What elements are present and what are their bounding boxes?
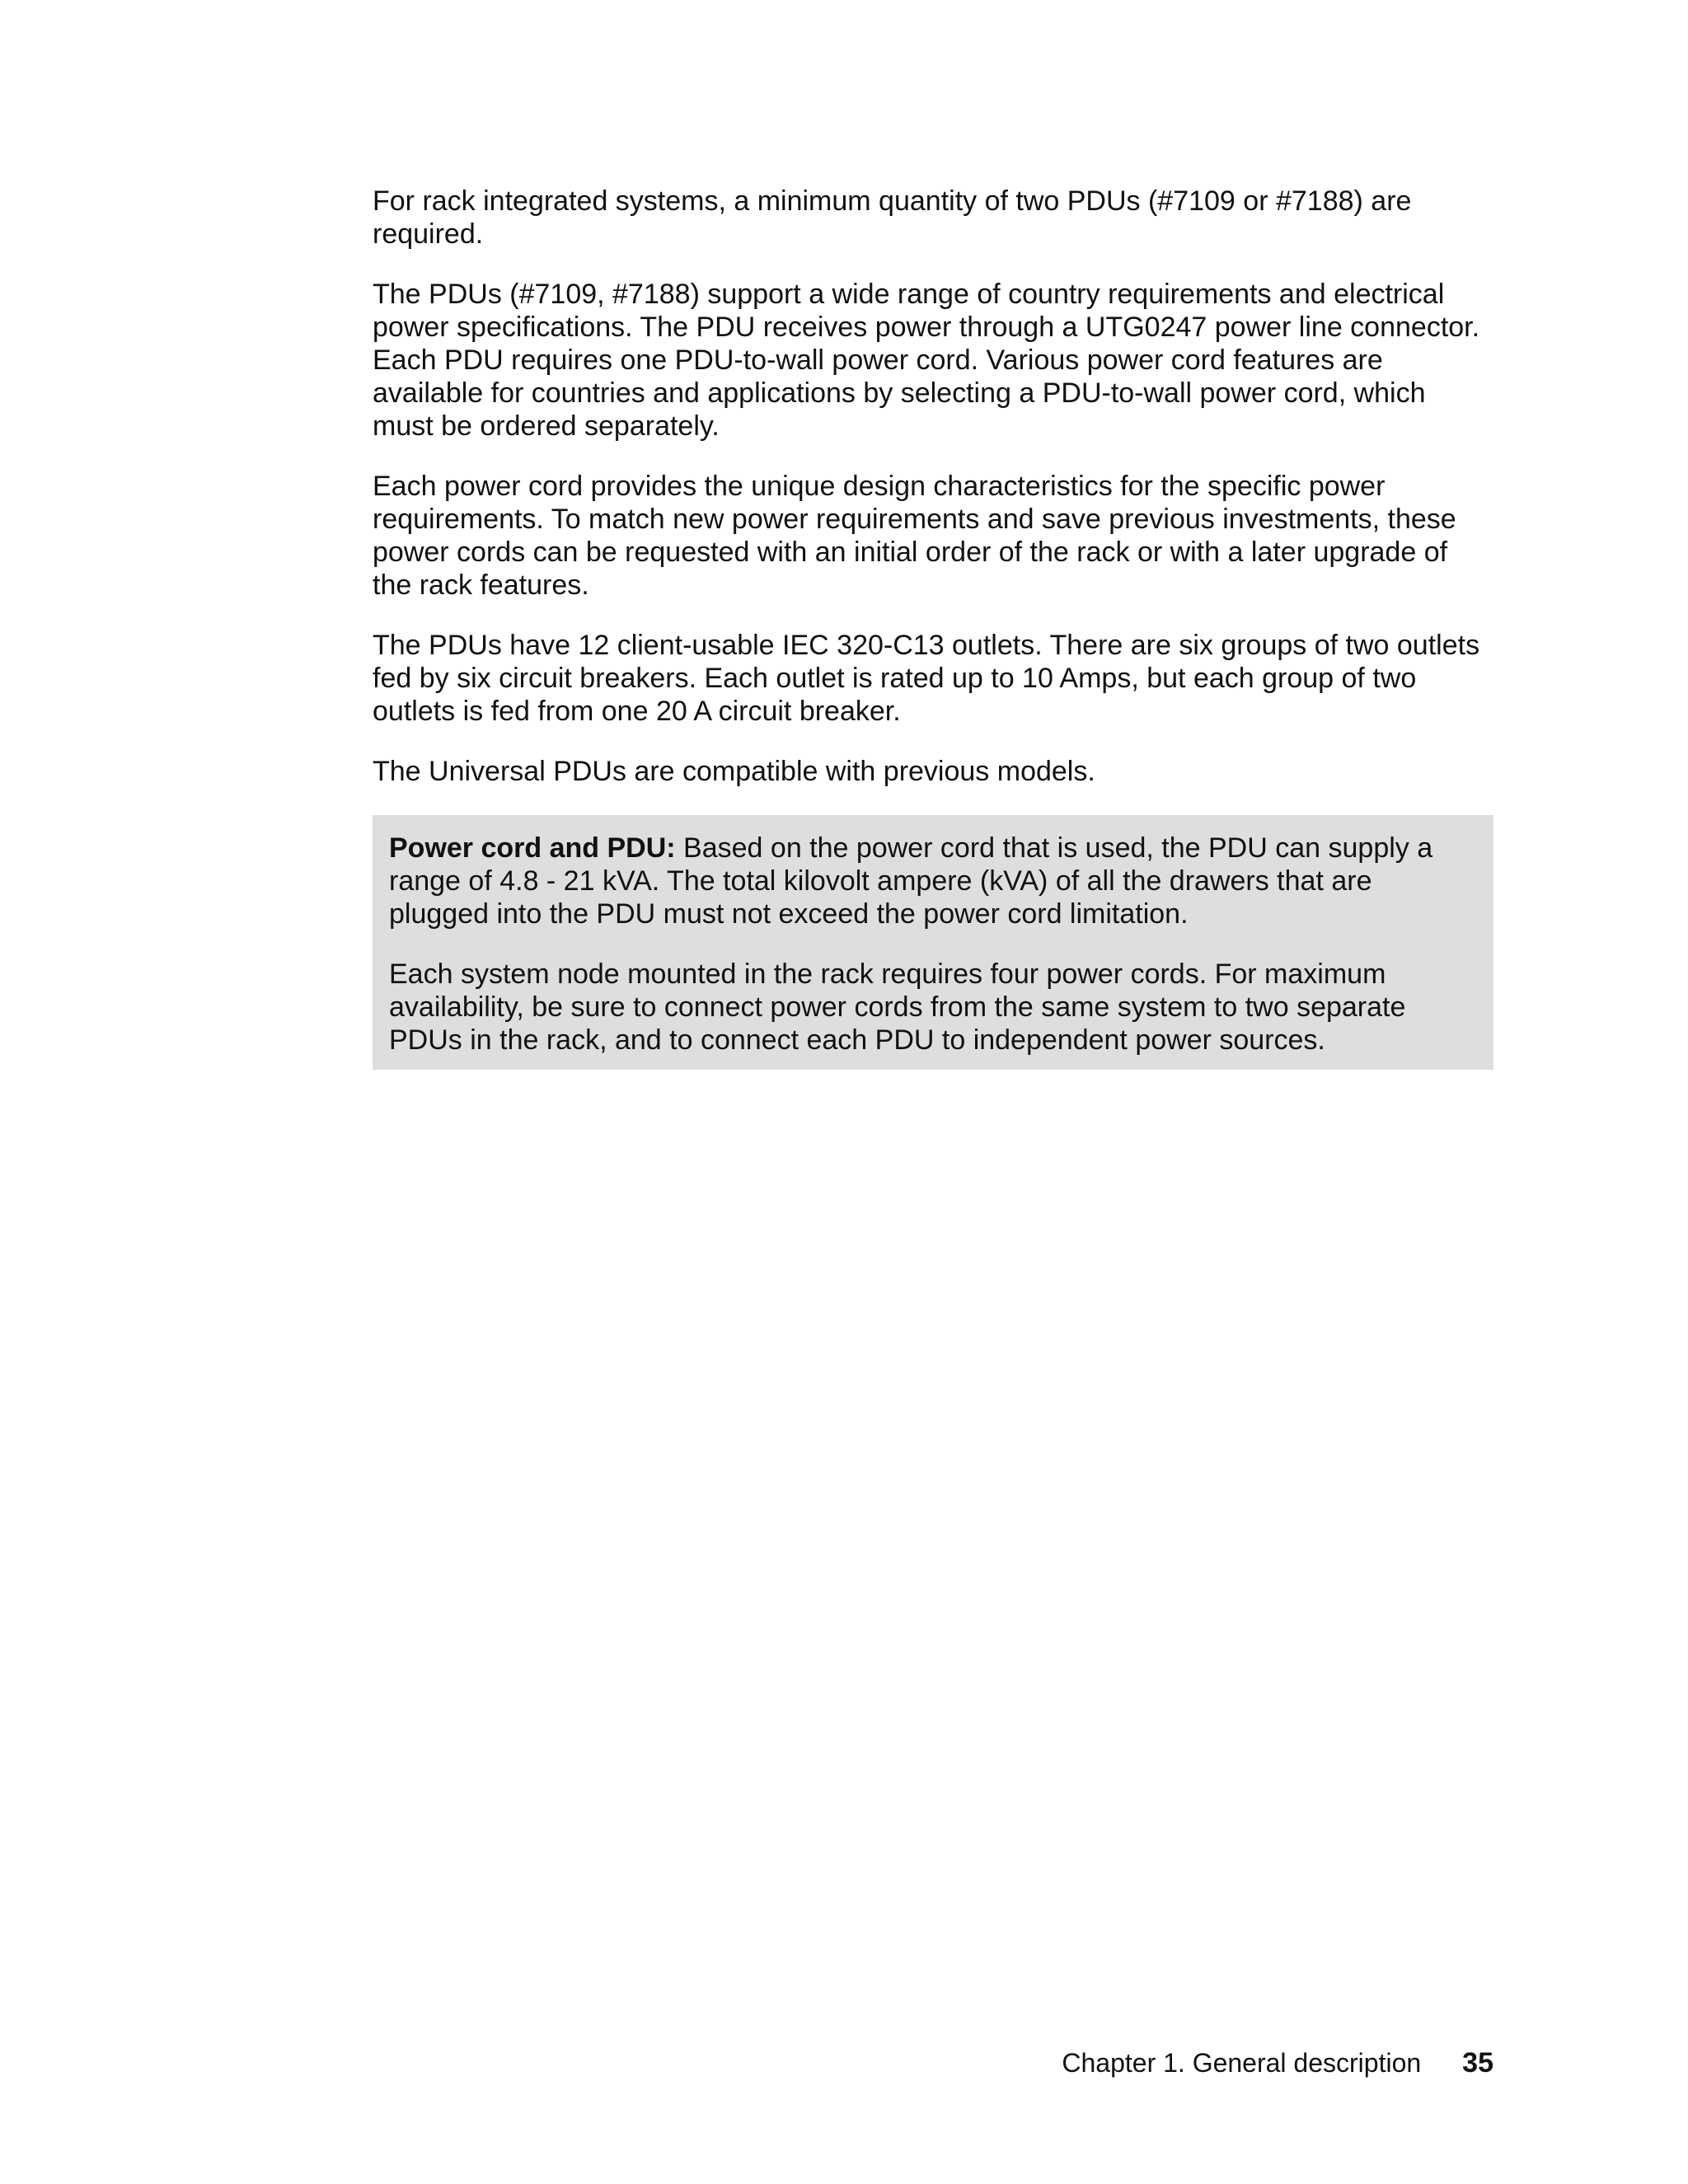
note-paragraph-1 bbox=[389, 832, 1477, 930]
note-text: Based on the power cord that is used, the PDU can supply a range of 4.8 - 21 kVA. The total kilovolt ampere (kVA) of all the drawers that are plugged into the PDU must not exceed the power cord limitation. bbox=[389, 832, 1433, 930]
note-box bbox=[373, 815, 1493, 1070]
page-footer bbox=[373, 2047, 1493, 2079]
footer-chapter-title: Chapter 1. General description bbox=[1062, 2048, 1422, 2078]
body-paragraph-2: The PDUs (#7109, #7188) support a wide range of country requirements and electrical power specifications. The PDU receives power through a UTG0247 power line connector. Each PDU requires one PDU-to-wall power cord. Various power cord features are available for countries and applications by selecting a PDU-to-wall power cord, which must be ordered separately. bbox=[373, 279, 1480, 442]
note-label: Power cord and PDU: bbox=[389, 832, 676, 864]
body-paragraph-5: The Universal PDUs are compatible with previous models. bbox=[373, 756, 1095, 787]
body-paragraph-1: For rack integrated systems, a minimum quantity of two PDUs (#7109 or #7188) are required. bbox=[373, 185, 1412, 250]
note-paragraph-2: Each system node mounted in the rack requires four power cords. For maximum availability, be sure to connect power cords from the same system to two separate PDUs in the rack, and to connect each PDU to independent power sources. bbox=[389, 958, 1406, 1056]
body-paragraph-4: The PDUs have 12 client-usable IEC 320-C13 outlets. There are six groups of two outlets fed by six circuit breakers. Each outlet is rated up to 10 Amps, but each group of two outlets is fed from one 20 A circuit breaker. bbox=[373, 630, 1480, 727]
page-content bbox=[373, 185, 1493, 1070]
body-paragraph-3: Each power cord provides the unique design characteristics for the specific power requirements. To match new power requirements and save previous investments, these power cords can be requested with an initial order of the rack or with a later upgrade of the rack features. bbox=[373, 471, 1456, 601]
page-number: 35 bbox=[1462, 2047, 1493, 2079]
